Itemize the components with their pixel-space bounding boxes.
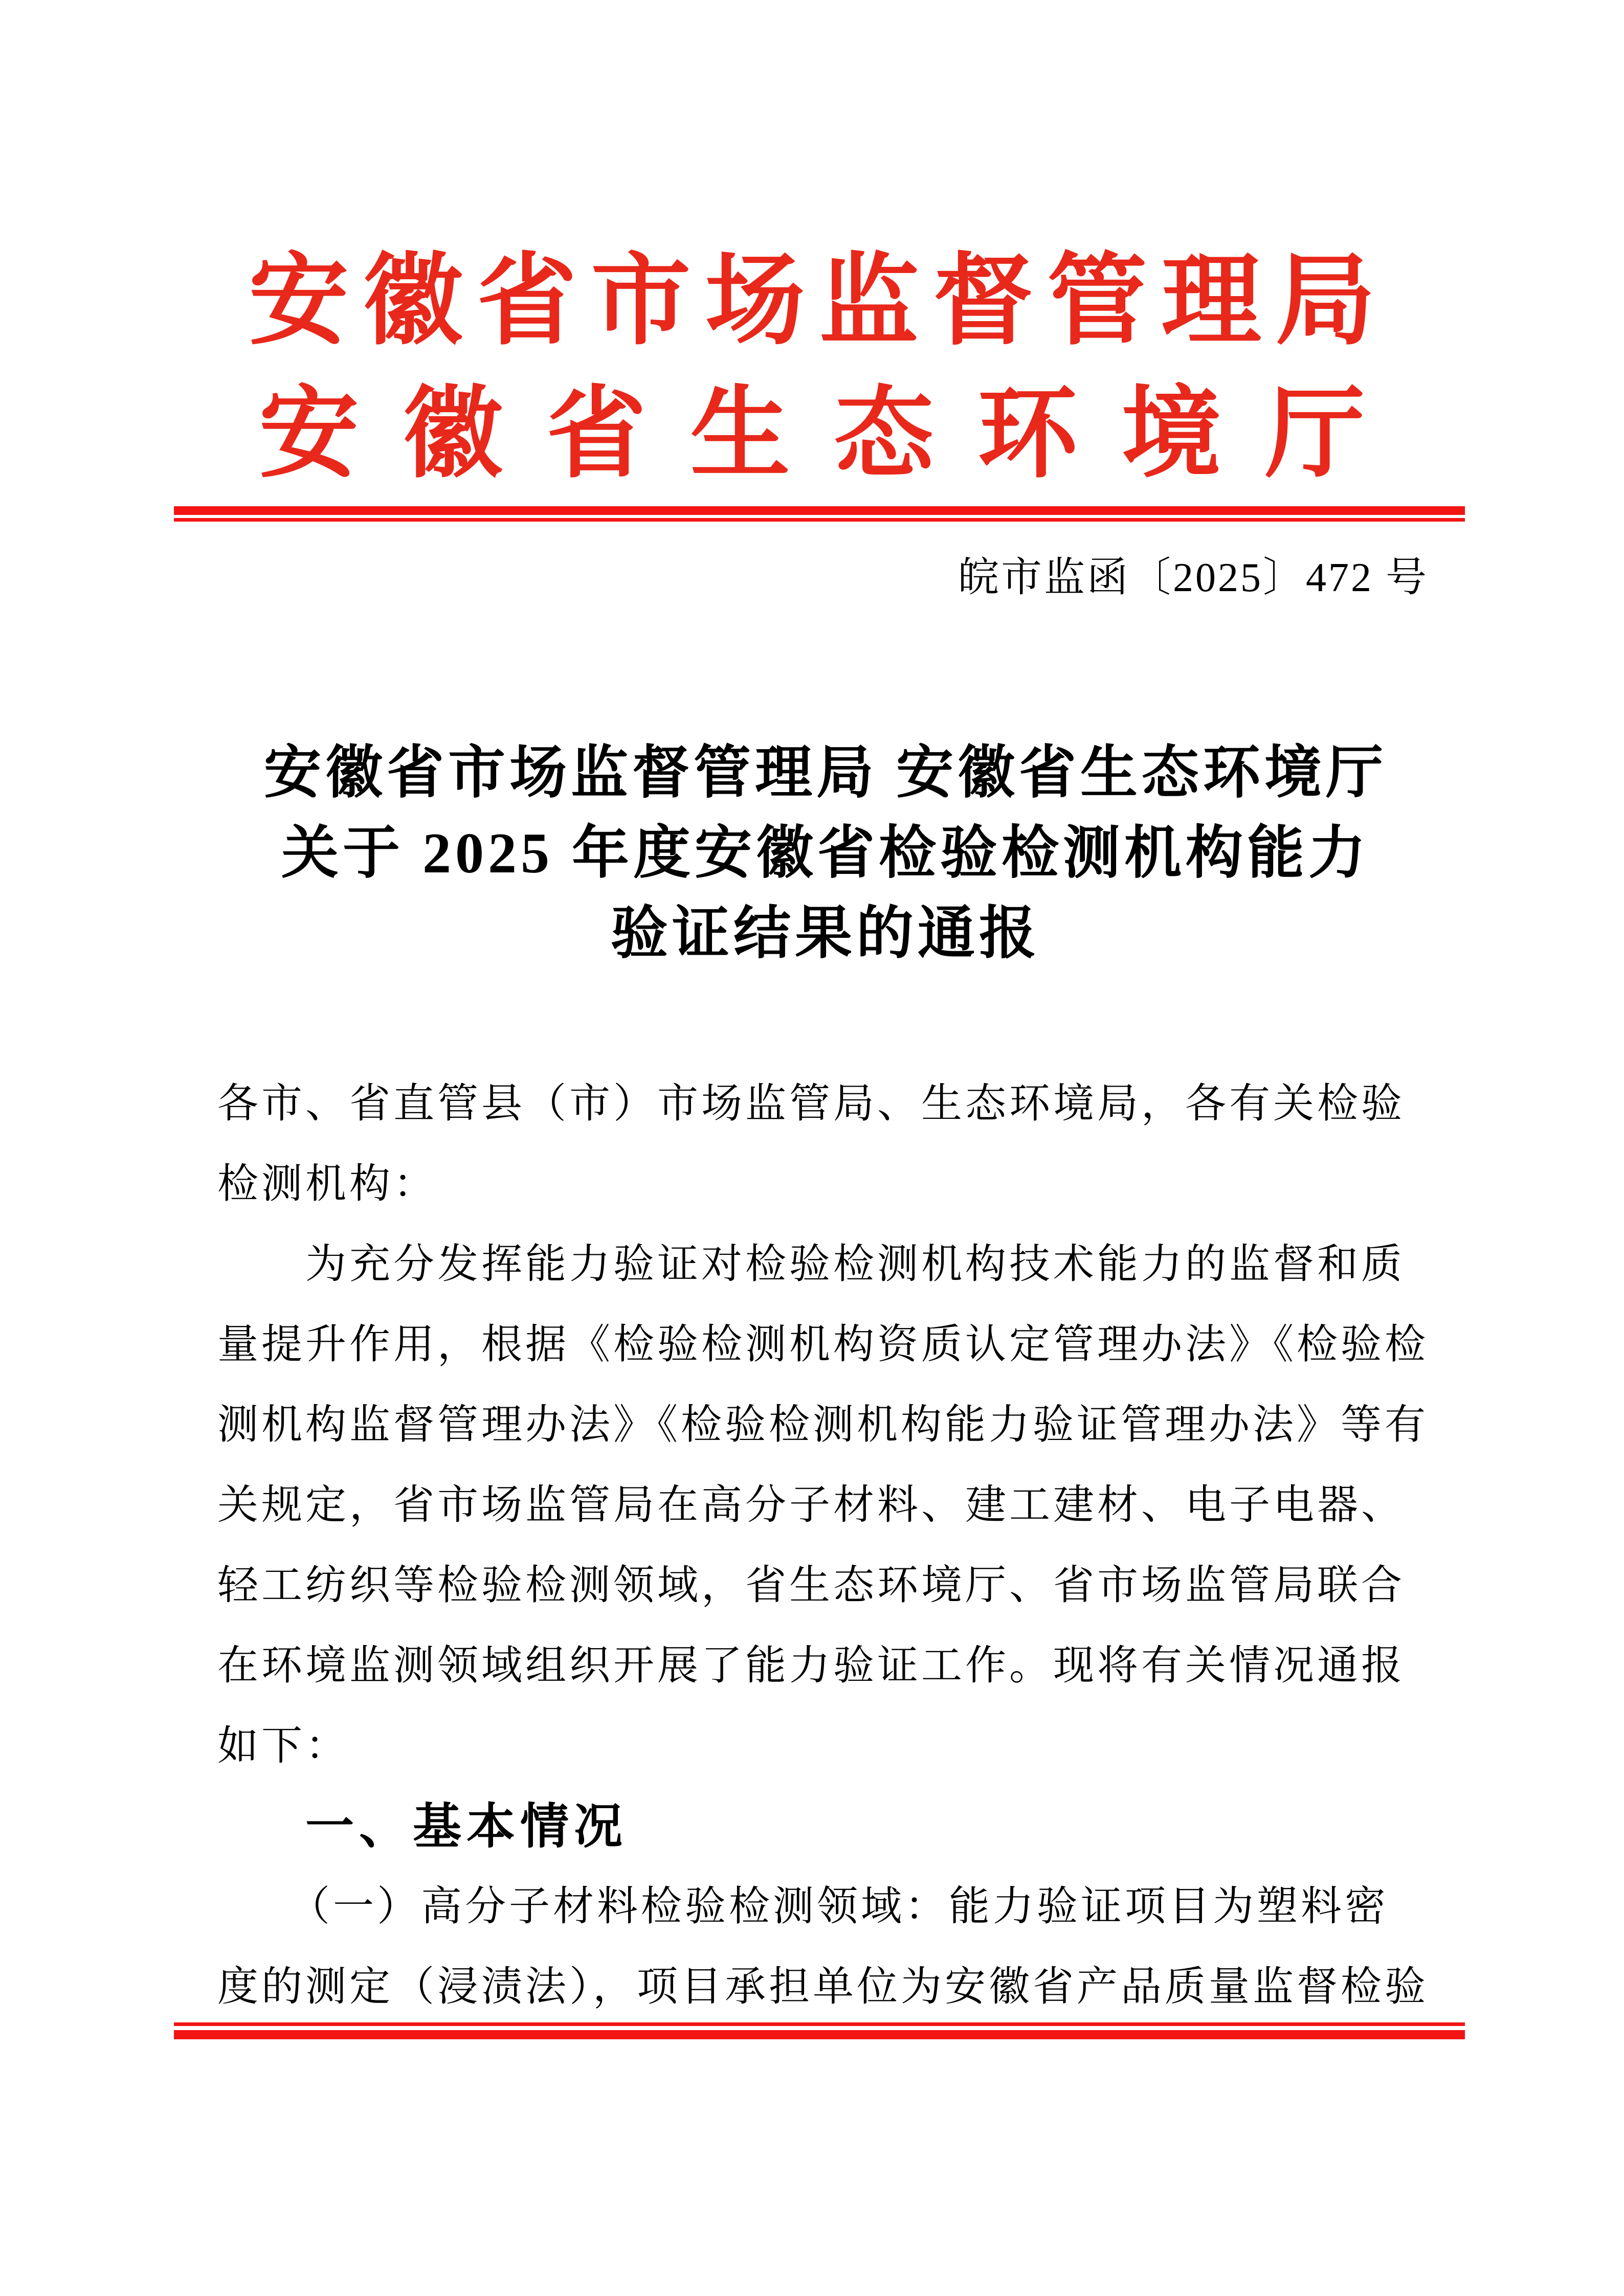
- paragraph1-line-4: 关规定，省市场监管局在高分子材料、建工建材、电子电器、: [217, 1483, 1405, 1528]
- paragraph2-line-1: （一）高分子材料检验检测领域：能力验证项目为塑料密: [289, 1884, 1389, 1929]
- title-line-3: 验证结果的通报: [611, 902, 1040, 965]
- paragraph1-line-1: 为充分发挥能力验证对检验检测机构技术能力的监督和质: [305, 1242, 1405, 1287]
- title-line-2: 关于 2025 年度安徽省检验检测机构能力: [281, 822, 1370, 885]
- paragraph1-line-3: 测机构监督管理办法》《检验检测机构能力验证管理办法》等有: [217, 1403, 1429, 1448]
- title-line-1: 安徽省市场监督管理局 安徽省生态环境厅: [264, 741, 1387, 805]
- section-heading-basic-info: 一、基本情况: [305, 1799, 628, 1854]
- paragraph1-line-2: 量提升作用，根据《检验检测机构资质认定管理办法》《检验检: [217, 1322, 1429, 1367]
- footer-rule-thick: [174, 2030, 1465, 2039]
- document-body: [217, 1064, 1430, 2028]
- header-rule-thin: [174, 518, 1465, 522]
- letterhead-line-1: 安徽省市场监督管理局: [249, 246, 1390, 357]
- header-rule-thick: [174, 506, 1465, 515]
- doc-number: 皖市监函〔2025〕472 号: [958, 555, 1429, 600]
- paragraph2-line-2: 度的测定（浸渍法），项目承担单位为安徽省产品质量监督检验: [217, 1965, 1429, 2010]
- letterhead-line-2: 安徽省生态环境厅: [259, 379, 1409, 490]
- footer-rule-thin: [174, 2022, 1465, 2026]
- paragraph1-line-7: 如下：: [217, 1724, 349, 1769]
- paragraph1-line-5: 轻工纺织等检验检测领域，省生态环境厅、省市场监管局联合: [217, 1563, 1405, 1608]
- paragraph1-line-6: 在环境监测领域组织开展了能力验证工作。现将有关情况通报: [217, 1644, 1405, 1689]
- salutation-line-1: 各市、省直管县（市）市场监管局、生态环境局，各有关检验: [217, 1082, 1405, 1127]
- salutation-line-2: 检测机构：: [217, 1162, 437, 1207]
- document-title: [217, 733, 1430, 974]
